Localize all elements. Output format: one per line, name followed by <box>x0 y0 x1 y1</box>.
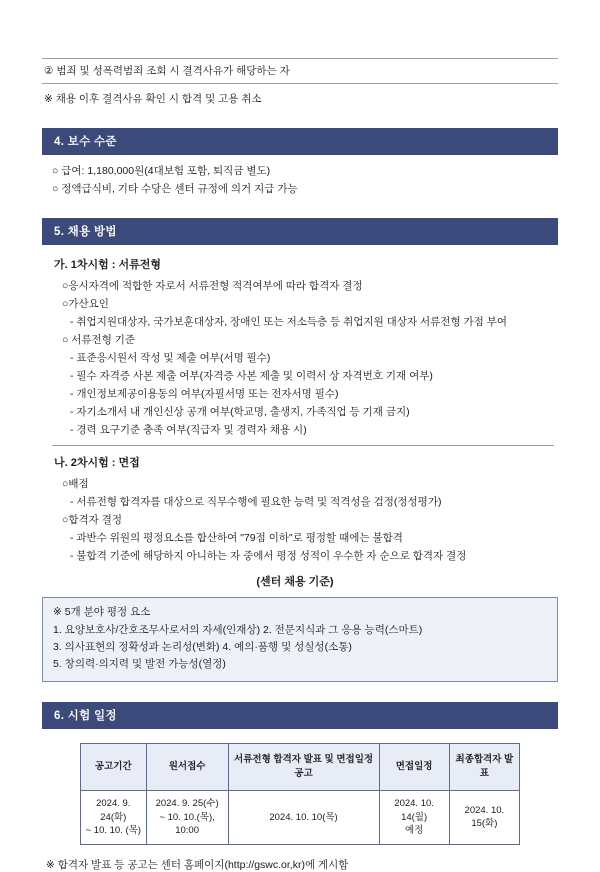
interview-line-2: - 서류전형 합격자를 대상으로 직무수행에 필요한 능력 및 적격성을 검정(정성평가) <box>70 495 442 508</box>
screening-line-3: - 취업지원대상자, 국가보훈대상자, 장애인 또는 저소득층 등 취업지원 대상자 서류전형 가점 부여 <box>70 315 507 328</box>
salary-line: ○ 급여: 1,180,000원(4대보험 포함, 퇴직금 별도) <box>52 164 271 177</box>
column-header-document-result: 서류전형 합격자 발표 및 면접일정 공고 <box>228 743 379 790</box>
section-heading-5: 5. 채용 방법 <box>42 218 558 245</box>
subsection-2-heading: 나. 2차시험 : 면접 <box>54 456 140 469</box>
cell-application: 2024. 9. 25(수) ~ 10. 10.(목), 10:00 <box>146 790 228 844</box>
cell-final-result: 2024. 10. 15(화) <box>449 790 519 844</box>
screening-line-6: - 필수 자격증 사본 제출 여부(자격증 사본 제출 및 이력서 상 자격번호 기재 여부) <box>70 369 433 382</box>
interview-line-1: ○배점 <box>62 477 89 490</box>
section-4-body <box>42 155 558 198</box>
top-notice-block <box>42 58 558 112</box>
website-note: ※ 합격자 발표 등 공고는 센터 홈페이지(http://gswc.or,kr)에 게시함 <box>46 859 349 872</box>
table-header-row <box>81 743 520 790</box>
column-header-interview-date: 면접일정 <box>379 743 449 790</box>
center-criteria-label: (센터 채용 기준) <box>256 576 334 589</box>
screening-line-8: - 자기소개서 내 개인신상 공개 여부(학교명, 출생지, 가족직업 등 기재 금지) <box>70 405 410 418</box>
allowance-line: ○ 정액급식비, 기타 수당은 센터 규정에 의거 지급 가능 <box>52 182 298 195</box>
schedule-table <box>80 743 520 845</box>
section-heading-4: 4. 보수 수준 <box>42 128 558 155</box>
screening-line-9: - 경력 요구기준 충족 여부(직급자 및 경력자 채용 시) <box>70 423 307 436</box>
cell-document-result: 2024. 10. 10(목) <box>228 790 379 844</box>
evaluation-criteria-box <box>42 597 558 682</box>
screening-line-1: ○응시자격에 적합한 자로서 서류전형 적격여부에 따라 합격자 결정 <box>62 279 363 292</box>
disqualification-note: ※ 채용 이후 결격사유 확인 시 합격 및 고용 취소 <box>44 93 262 106</box>
screening-line-2: ○가산요인 <box>62 297 109 310</box>
interview-line-4: - 과반수 위원의 평정요소를 합산하여 "79점 이하"로 평정할 때에는 불합격 <box>70 532 403 544</box>
criteria-line-2: 3. 의사표현의 정확성과 논리성(변화) 4. 예의·품행 및 성실성(소통) <box>53 640 352 653</box>
disqualification-item: ② 범죄 및 성폭력범죄 조회 시 결격사유가 해당하는 자 <box>42 58 558 84</box>
criteria-title: ※ 5개 분야 평정 요소 <box>53 606 151 619</box>
interview-line-5: - 불합격 기준에 해당하지 아니하는 자 중에서 평정 성적이 우수한 자 순으로 합격자 결정 <box>70 550 467 563</box>
section-5-body <box>42 245 558 565</box>
section-heading-6: 6. 시험 일정 <box>42 702 558 729</box>
cell-announcement-period: 2024. 9. 24(화) ~ 10. 10. (목) <box>81 790 147 844</box>
criteria-line-3: 5. 창의력·의지력 및 발전 가능성(열정) <box>53 658 226 671</box>
column-header-final-result: 최종합격자 발표 <box>449 743 519 790</box>
screening-line-5: - 표준응시원서 작성 및 제출 여부(서명 필수) <box>70 351 271 364</box>
table-row <box>81 790 520 844</box>
criteria-line-1: 1. 요양보호사/간호조무사로서의 자세(인재상) 2. 전문지식과 그 응용 능력(스마트) <box>53 623 423 636</box>
interview-line-3: ○합격자 결정 <box>62 513 122 526</box>
screening-line-4: ○ 서류전형 기준 <box>62 333 136 346</box>
cell-interview-date: 2024. 10. 14(월) 예정 <box>379 790 449 844</box>
screening-line-7: - 개인정보제공이용동의 여부(자필서명 또는 전자서명 필수) <box>70 387 339 400</box>
column-header-announcement-period: 공고기간 <box>81 743 147 790</box>
column-header-application: 원서접수 <box>146 743 228 790</box>
subsection-1-heading: 가. 1차시험 : 서류전형 <box>54 258 162 271</box>
